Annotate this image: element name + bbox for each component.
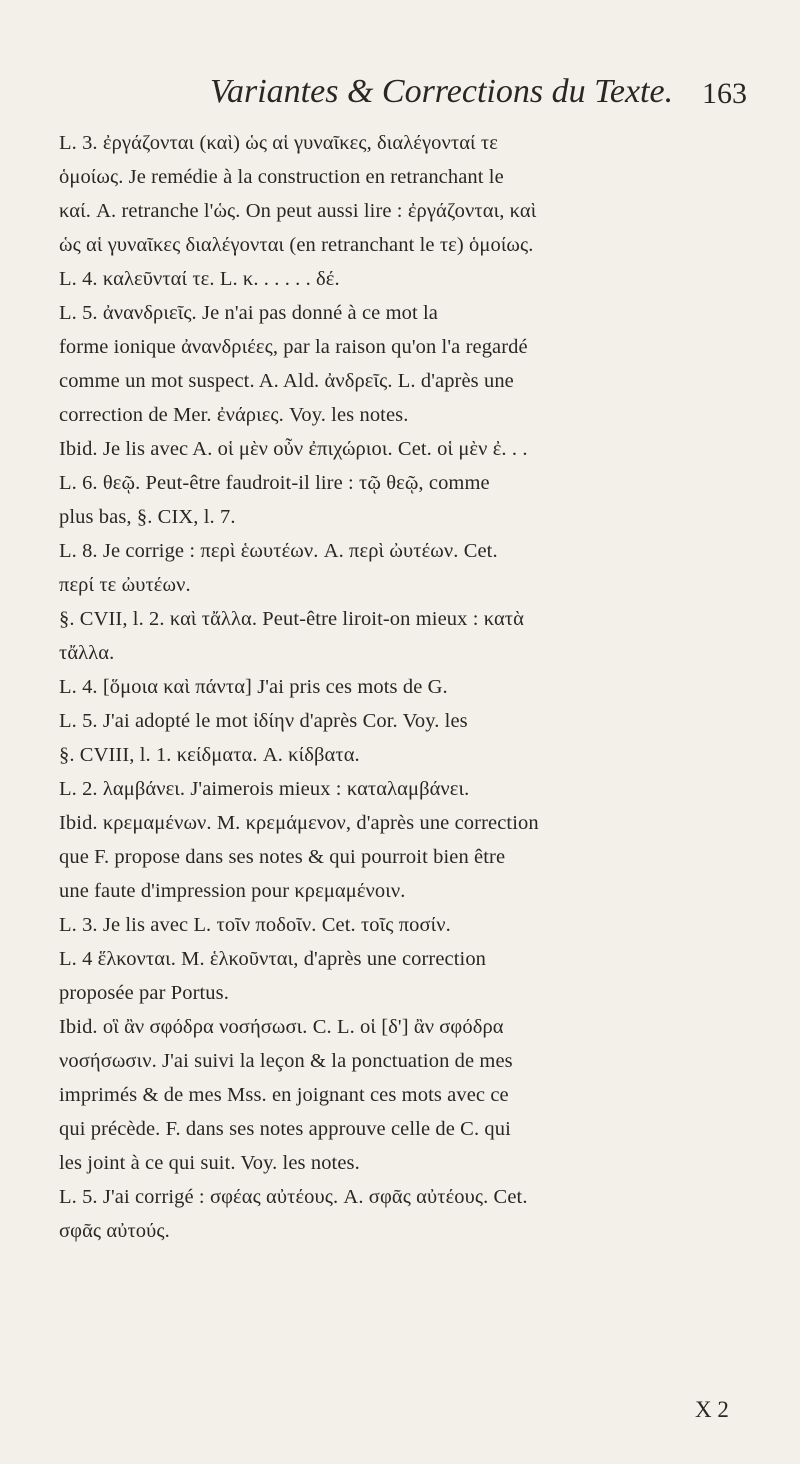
text-line: ὁμοίως. Je remédie à la construction en retranchant le xyxy=(59,166,504,188)
text-line: καί. A. retranche l'ὡς. On peut aussi lire : ἐργάζονται, καὶ xyxy=(59,200,537,222)
text-line: L. 8. Je corrige : περὶ ἑωυτέων. A. περὶ ὠυτέων. Cet. xyxy=(59,540,498,562)
text-line: L. 6. θεῷ. Peut-être faudroit-il lire : τῷ θεῷ, comme xyxy=(59,472,490,494)
text-line: σφᾶς αὐτούς. xyxy=(59,1220,170,1242)
text-line: §. CVIII, l. 1. κείδματα. A. κίδβατα. xyxy=(59,744,360,766)
text-line: les joint à ce qui suit. Voy. les notes. xyxy=(59,1152,360,1174)
text-line: τἄλλα. xyxy=(59,642,115,664)
text-line: L. 5. J'ai adopté le mot ἰδίην d'après Cor. Voy. les xyxy=(59,710,468,732)
signature-mark: X 2 xyxy=(695,1397,729,1422)
text-line: περί τε ὠυτέων. xyxy=(59,574,191,596)
text-line: que F. propose dans ses notes & qui pourroit bien être xyxy=(59,846,506,868)
text-line: Ibid. κρεμαμένων. M. κρεμάμενον, d'après une correction xyxy=(59,812,539,834)
text-line: L. 2. λαμβάνει. J'aimerois mieux : καταλαμβάνει. xyxy=(59,778,470,800)
text-line: L. 5. J'ai corrigé : σφέας αὐτέους. A. σφᾶς αὐτέους. Cet. xyxy=(59,1186,528,1208)
text-line: Ibid. Je lis avec A. οἱ μὲν οὖν ἐπιχώριοι. Cet. οἱ μὲν ἐ. . . xyxy=(59,438,528,460)
text-line: correction de Mer. ἐνάριες. Voy. les notes. xyxy=(59,404,409,426)
page-number: 163 xyxy=(702,77,747,110)
text-line: proposée par Portus. xyxy=(59,982,229,1004)
text-line: comme un mot suspect. A. Ald. ἀνδρεῖς. L. d'après une xyxy=(59,370,514,392)
text-line: §. CVII, l. 2. καὶ τἄλλα. Peut-être liroit-on mieux : κατὰ xyxy=(59,608,524,630)
text-line: L. 4. καλεῦνταί τε. L. κ. . . . . . δέ. xyxy=(59,268,340,290)
text-line: ὡς αἱ γυναῖκες διαλέγονται (en retranchant le τε) ὁμοίως. xyxy=(59,234,534,256)
text-line: qui précède. F. dans ses notes approuve celle de C. qui xyxy=(59,1118,511,1140)
text-line: L. 3. Je lis avec L. τοῖν ποδοῖν. Cet. τοῖς ποσίν. xyxy=(59,914,451,936)
text-line: une faute d'impression pour κρεμαμένοιν. xyxy=(59,880,406,902)
text-line: L. 4. [ὅμοια καὶ πάντα] J'ai pris ces mots de G. xyxy=(59,676,448,698)
text-line: νοσήσωσιν. J'ai suivi la leçon & la ponctuation de mes xyxy=(59,1050,513,1072)
text-line: Ibid. οἳ ἂν σφόδρα νοσήσωσι. C. L. οἱ [δ'] ἂν σφόδρα xyxy=(59,1016,504,1038)
text-line: plus bas, §. CIX, l. 7. xyxy=(59,506,236,528)
running-head xyxy=(0,72,800,112)
text-line: forme ionique ἀνανδριέες, par la raison qu'on l'a regardé xyxy=(59,336,528,358)
running-title: Variantes & Corrections du Texte. xyxy=(210,73,674,110)
text-line: imprimés & de mes Mss. en joignant ces mots avec ce xyxy=(59,1084,509,1106)
text-line: L. 3. ἐργάζονται (καὶ) ὡς αἱ γυναῖκες, διαλέγονταί τε xyxy=(59,132,498,154)
text-line: L. 4 ἕλκονται. M. ἑλκοῦνται, d'après une correction xyxy=(59,948,487,970)
text-line: L. 5. ἀνανδριεῖς. Je n'ai pas donné à ce mot la xyxy=(59,302,438,324)
